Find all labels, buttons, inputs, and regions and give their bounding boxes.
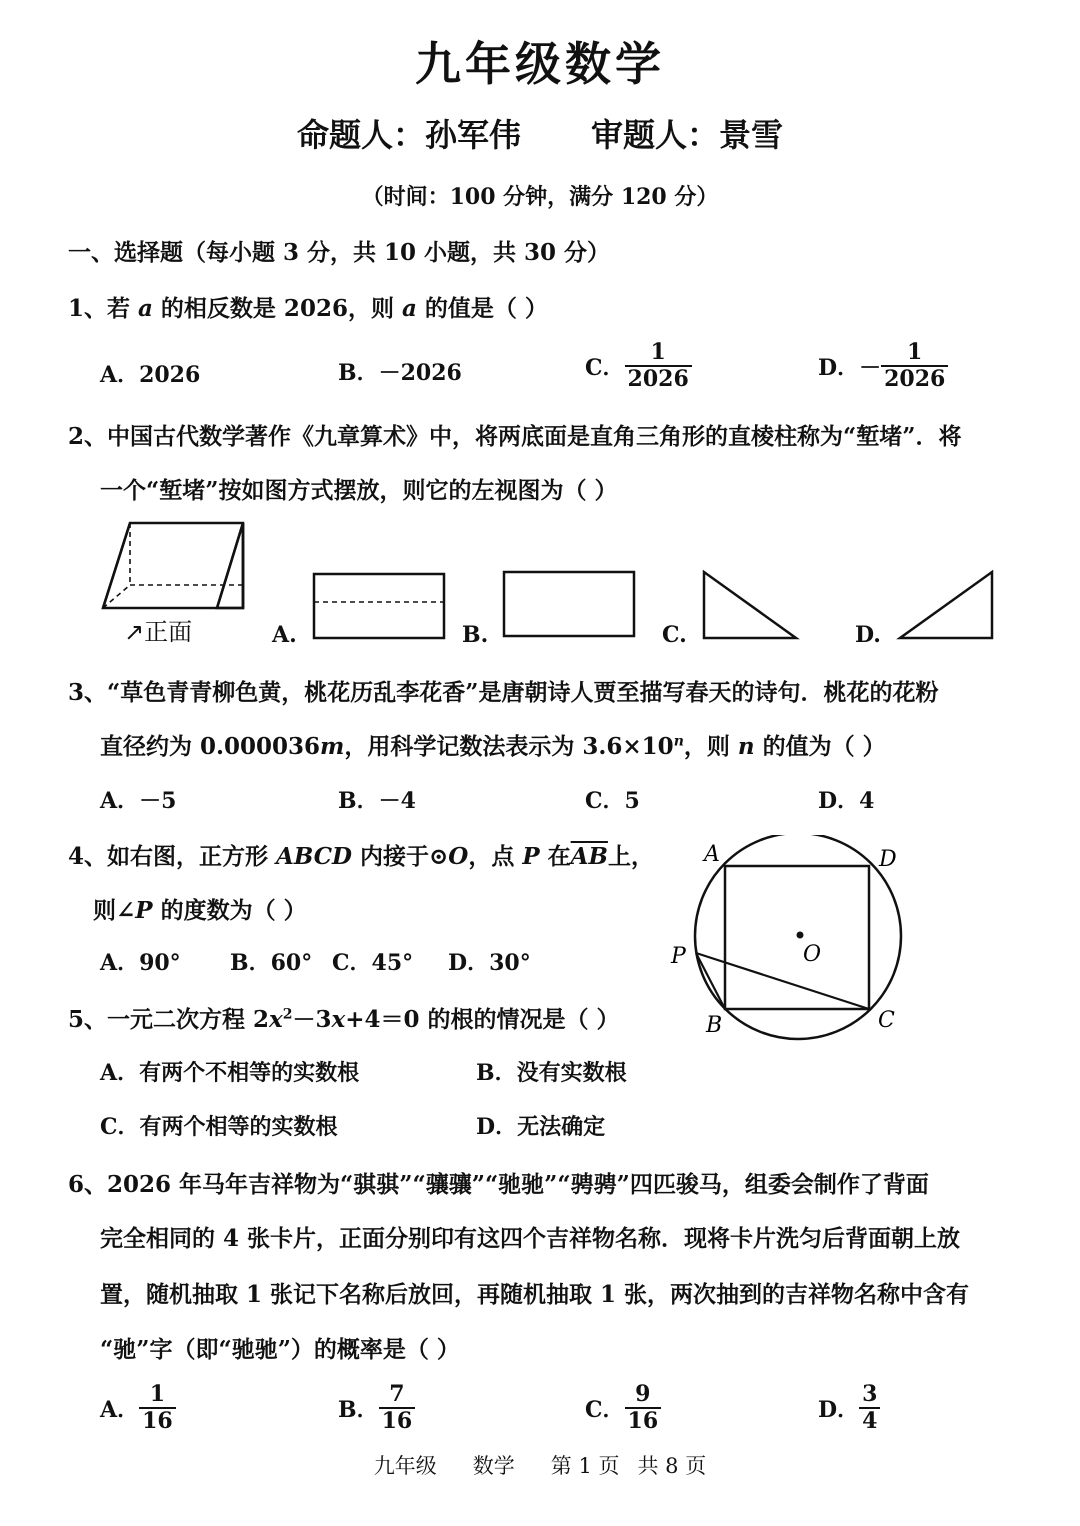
- q2-option-d-label: D.: [855, 622, 881, 648]
- question-4-line-1: 4、如右图，正方形 ABCD 内接于⊙O，点 P 在$\overline{AB}$上，: [68, 843, 654, 870]
- q1-option-b: B．－2026: [338, 360, 462, 386]
- q3-option-c: C．5: [585, 788, 640, 814]
- question-2-line-1: 2、中国古代数学著作《九章算术》中，将两底面是直角三角形的直棱柱称为“堑堵”．将: [68, 423, 962, 450]
- arc-ab: $\overline{AB}$: [570, 843, 608, 870]
- prism-figure: [95, 515, 255, 615]
- label-c: C: [878, 1008, 895, 1033]
- footer-subject: 数学: [472, 1454, 515, 1478]
- q6-option-d: D． $\frac{3}{4}$: [818, 1382, 880, 1435]
- q2-option-c-figure: [700, 568, 800, 642]
- q4-option-c: C．45°: [332, 950, 414, 976]
- footer-total: 共 8 页: [637, 1454, 707, 1478]
- q2-option-a-figure: [312, 572, 448, 642]
- q2-option-c-label: C.: [662, 622, 687, 648]
- q2-option-d-figure: [896, 568, 996, 642]
- q5-option-d: D．无法确定: [476, 1114, 606, 1140]
- q1-option-a: A．2026: [100, 362, 201, 388]
- reviewer: 审题人：景雪: [591, 116, 784, 154]
- q2-option-b-label: B.: [462, 622, 489, 648]
- label-d: D: [879, 847, 897, 872]
- footer-grade: 九年级: [373, 1454, 437, 1478]
- q3-option-b: B．－4: [338, 788, 416, 814]
- time-note: （时间：100 分钟，满分 120 分）: [361, 184, 719, 210]
- front-label: ↗正面: [124, 618, 193, 646]
- q6-option-c: C． $\frac{9}{16}$: [585, 1382, 661, 1435]
- footer-page: 第 1 页: [550, 1454, 620, 1478]
- q2-option-a-label: A.: [272, 622, 297, 648]
- q1-option-c: C． $\frac{1}{2026}$: [585, 340, 692, 393]
- section-heading: 一、选择题（每小题 3 分，共 10 小题，共 30 分）: [68, 239, 611, 266]
- authors-line: [0, 110, 1080, 156]
- label-p: P: [671, 944, 686, 969]
- circle-square-figure: [666, 835, 916, 1045]
- question-4-line-2: 则∠P 的度数为（ ）: [93, 897, 307, 924]
- question-6-line-3: 置，随机抽取 1 张记下名称后放回，再随机抽取 1 张，两次抽到的吉祥物名称中含有: [100, 1281, 970, 1308]
- question-2-line-2: 一个“堑堵”按如图方式摆放，则它的左视图为（ ）: [100, 477, 618, 504]
- q2-option-b-figure: [502, 570, 638, 640]
- q4-option-d: D．30°: [448, 950, 531, 976]
- q6-option-b: B． $\frac{7}{16}$: [338, 1382, 415, 1435]
- label-b: B: [706, 1013, 723, 1038]
- question-5: 5、一元二次方程 $2x^2-3x+4=0$ 的根的情况是（ ）: [68, 1006, 620, 1033]
- q1-option-d: D．－ $\frac{1}{2026}$: [818, 340, 948, 393]
- q4-option-b: B．60°: [230, 950, 313, 976]
- question-3-line-2: 直径约为 0.000036m，用科学记数法表示为 $3.6\times 10^n$，则 n 的值为（ ）: [100, 733, 886, 760]
- question-3-line-1: 3、“草色青青柳色黄，桃花历乱李花香”是唐朝诗人贾至描写春天的诗句．桃花的花粉: [68, 679, 939, 706]
- question-1: 1、若 a 的相反数是 2026，则 a 的值是（ ）: [68, 295, 548, 322]
- q5-option-c: C．有两个相等的实数根: [100, 1114, 338, 1140]
- q5-option-b: B．没有实数根: [476, 1060, 627, 1086]
- label-o: O: [803, 942, 822, 967]
- q5-option-a: A．有两个不相等的实数根: [100, 1060, 360, 1086]
- label-a: A: [704, 842, 720, 867]
- page-title: 九年级数学: [415, 37, 665, 91]
- q6-option-a: A． $\frac{1}{16}$: [100, 1382, 176, 1435]
- q3-option-d: D．4: [818, 788, 875, 814]
- page-footer: [0, 1450, 1080, 1480]
- setter: 命题人：孙军伟: [296, 116, 521, 154]
- question-6-line-1: 6、2026 年马年吉祥物为“骐骐”“骧骧”“驰驰”“骋骋”四匹骏马，组委会制作了背面: [68, 1171, 929, 1198]
- q4-option-a: A．90°: [100, 950, 181, 976]
- q3-option-a: A．－5: [100, 788, 177, 814]
- question-6-line-4: “驰”字（即“驰驰”）的概率是（ ）: [100, 1336, 460, 1363]
- question-6-line-2: 完全相同的 4 张卡片，正面分别印有这四个吉祥物名称．现将卡片洗匀后背面朝上放: [100, 1225, 961, 1252]
